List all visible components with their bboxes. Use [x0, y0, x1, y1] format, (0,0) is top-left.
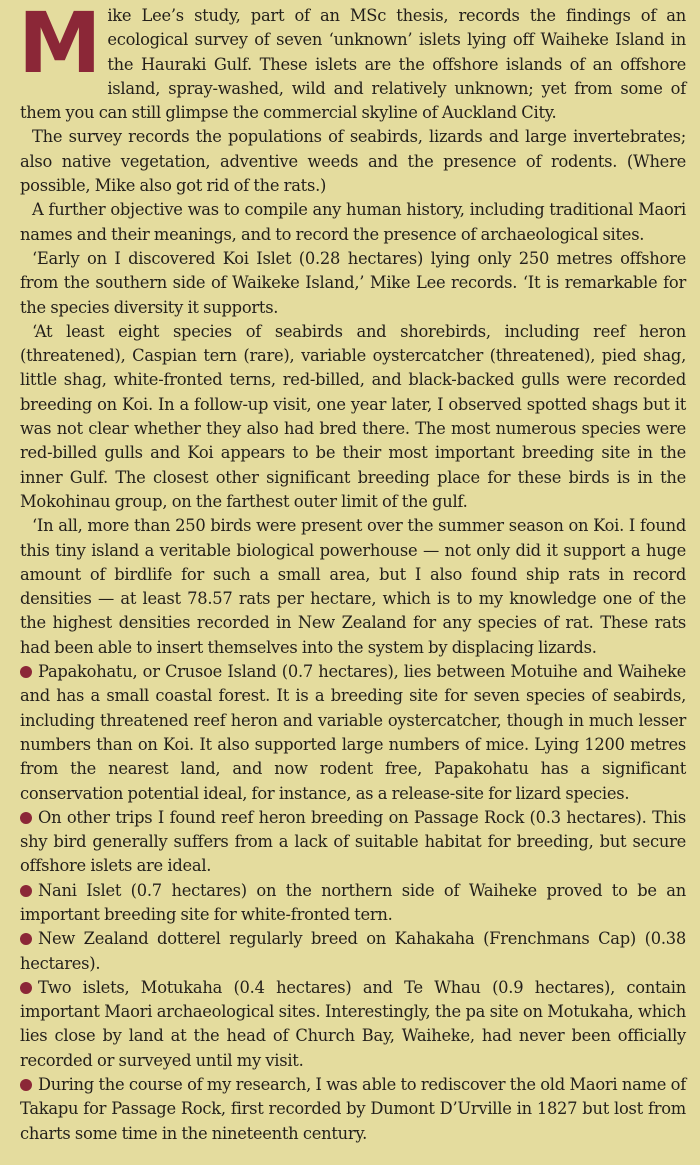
body-paragraph: ‘At least eight species of seabirds and shorebirds, including reef heron (threatened), Caspian tern (rare), variable oystercatcher (threatened), pied shag, little shag, white-fronted terns, red-billed, and black-backed gulls were recorded breeding on Koi. In a follow-up visit, one year later, I observed spotted shags but it was not clear whether they also had bred there. The most numerous species were red-billed gulls and Koi appears to be their most important breeding site in the inner Gulf. The closest other significant breeding place for these birds is in the Mokohinau group, on the farthest outer limit of the gulf. [20, 321, 686, 511]
body-paragraph: The survey records the populations of seabirds, lizards and large invertebrates; also native vegetation, adventive weeds and the presence of rodents. (Where possible, Mike also got rid of the rats.) [20, 127, 686, 196]
bullet-paragraph [20, 927, 686, 976]
bullet-paragraph [20, 1073, 686, 1146]
bullet-icon [20, 933, 32, 945]
bullet-icon [20, 1079, 32, 1091]
body-paragraph: A further objective was to compile any human history, including traditional Maori names and their meanings, and to record the presence of archaeological sites. [20, 200, 686, 244]
bullet-icon [20, 812, 32, 824]
bullet-text: Papakohatu, or Crusoe Island (0.7 hectares), lies between Motuihe and Waiheke and has a small coastal forest. It is a breeding site for seven species of seabirds, including threatened reef heron and variable oystercatcher, though in much lesser numbers than on Koi. It also supported large numbers of mice. Lying 1200 metres from the nearest land, and now rodent free, Papakohatu has a significant conservation potential ideal, for instance, as a release-site for lizard species. [20, 662, 686, 803]
intro-text: ike Lee’s study, part of an MSc thesis, records the findings of an ecological survey of seven ‘unknown’ islets lying off Waiheke Island in the Hauraki Gulf. These islets are the offshore islands of an offshore island, spray-washed, wild and relatively unknown; yet from some of them you can still glimpse the commercial skyline of Auckland City. [20, 6, 686, 123]
bullet-icon [20, 885, 32, 897]
body-paragraph: ‘Early on I discovered Koi Islet (0.28 hectares) lying only 250 metres offshore from the southern side of Waikeke Island,’ Mike Lee records. ‘It is remarkable for the species diversity it supports. [20, 248, 686, 317]
body-paragraph: ‘In all, more than 250 birds were present over the summer season on Koi. I found this tiny island a veritable biological powerhouse — not only did it support a huge amount of birdlife for such a small area, but I also found ship rats in record densities — at least 78.57 rats per hectare, which is to my knowledge one of the the highest densities recorded in New Zealand for any species of rat. These rats had been able to insert themselves into the system by displacing lizards. [20, 516, 686, 657]
bullet-text: New Zealand dotterel regularly breed on Kahakaha (Frenchmans Cap) (0.38 hectares). [20, 929, 686, 973]
drop-cap: M [18, 0, 102, 92]
bullet-paragraph [20, 806, 686, 879]
bullet-paragraph [20, 660, 686, 806]
bullet-text: Nani Islet (0.7 hectares) on the northern side of Waiheke proved to be an important breeding site for white-fronted tern. [20, 880, 686, 924]
bullet-paragraph [20, 976, 686, 1073]
bullet-text: During the course of my research, I was able to rediscover the old Maori name of Takapu for Passage Rock, first recorded by Dumont D’Urville in 1827 but lost from charts some time in the nineteenth century. [20, 1075, 686, 1143]
bullet-text: Two islets, Motukaha (0.4 hectares) and Te Whau (0.9 hectares), contain important Maori archaeological sites. Interestingly, the pa site on Motukaha, which lies close by land at the head of Church Bay, Waiheke, had never been officially recorded or surveyed until my visit. [20, 977, 686, 1070]
bullet-paragraph [20, 879, 686, 928]
bullet-icon [20, 666, 32, 678]
bullet-text: On other trips I found reef heron breeding on Passage Rock (0.3 hectares). This shy bird generally suffers from a lack of suitable habitat for breeding, but secure offshore islets are ideal. [20, 807, 686, 876]
intro-paragraph [18, 0, 686, 125]
bullet-icon [20, 982, 32, 994]
